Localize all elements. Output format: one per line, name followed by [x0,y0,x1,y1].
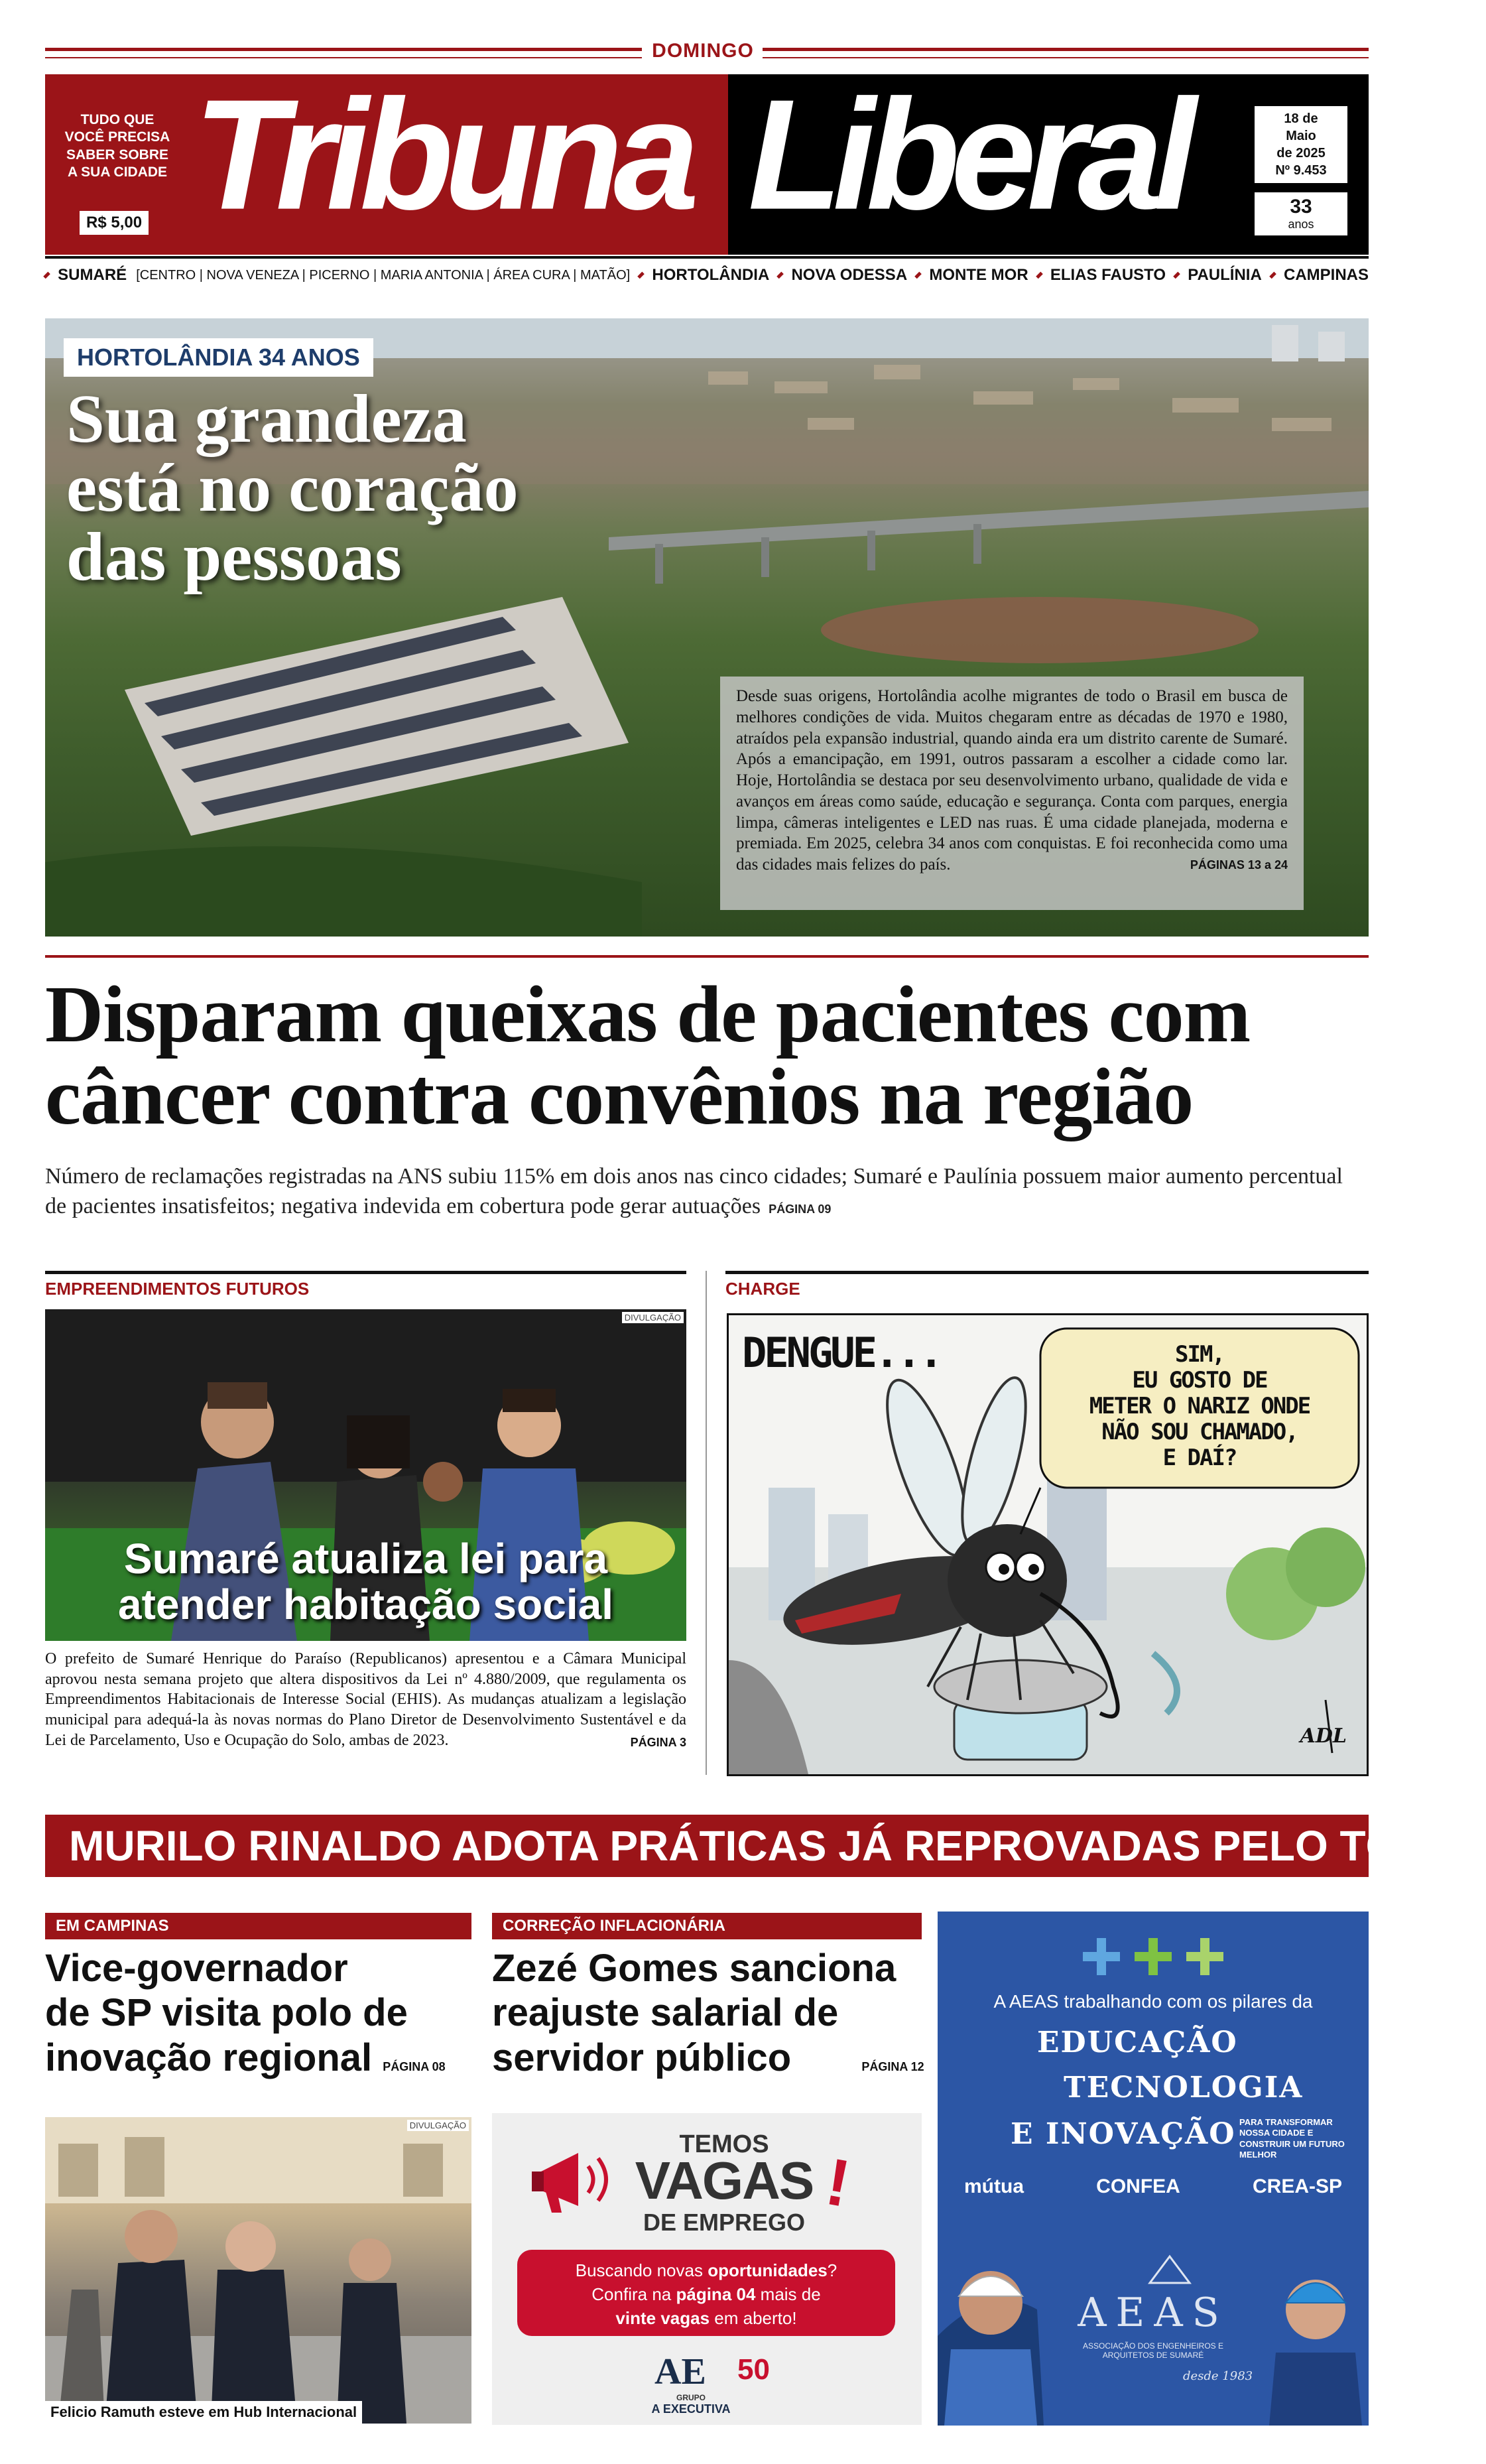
city-item[interactable]: HORTOLÂNDIA [652,266,770,284]
aeas-logo: AEAS [1078,2290,1229,2336]
anniversary-box [1255,192,1347,235]
housing-section-label: EMPREENDIMENTOS FUTUROS [45,1279,310,1299]
aeas-intro: A AEAS trabalhando com os pilares da [993,1991,1313,2012]
aeas-tagline: PARA TRANSFORMAR NOSSA CIDADE E CONSTRUIR UM FUTURO MELHOR [1239,2117,1345,2160]
city-item[interactable]: ELIAS FAUSTO [1050,266,1166,284]
city-item[interactable]: NOVA ODESSA [791,266,908,284]
partner-logo: mútua [964,2175,1024,2197]
campinas-photo-credit: DIVULGAÇÃO [407,2120,469,2131]
date-line: de 2025 [1276,146,1326,161]
masthead-title-tribuna[interactable]: Tribuna [194,67,690,243]
aexecutiva-logo-mark: AE [654,2351,706,2392]
campinas-photo[interactable] [45,2117,471,2424]
megaphone-icon [532,2140,618,2219]
aeas-ad[interactable] [938,1912,1369,2426]
top-rule-right [763,48,1369,51]
price-tag: R$ 5,00 [80,211,149,235]
column-divider [706,1271,707,1775]
aeas-pillar: TECNOLOGIA [1064,2071,1304,2105]
inflation-section-label: CORREÇÃO INFLACIONÁRIA [492,1913,922,1939]
edition-number: Nº 9.453 [1275,163,1327,178]
jobs-title-3: DE EMPREGO [643,2209,806,2236]
housing-body-text: O prefeito de Sumaré Henrique do Paraíso (Republicanos) apresentou e a Câmara Municipal aprovou nesta semana projeto que altera dispositivos da Lei nº 4.880/2009, que regulamenta os Empreendimentos Habitacionais de Interesse Social (EHIS). As mudanças atualizam a legislação municipal para adequá-la às novas normas do Plano Diretor de Desenvolvimento Sustentável e da Lei de Parcelamento, Uso e Ocupação do Solo, ambas de 2023. PÁGINA 3 [45,1650,686,1749]
charge-rule [725,1271,1369,1274]
aeas-partners [964,2175,1342,2198]
diamond-icon [1269,272,1276,279]
sumare-districts: [CENTRO | NOVA VENEZA | PICERNO | MARIA ANTONIA | ÁREA CURA | MATÃO] [136,267,631,283]
edition-date-box [1255,106,1347,183]
main-story-rule [45,955,1369,958]
years-label: anos [1288,217,1314,231]
jobs-title-2: VAGAS [635,2151,814,2210]
inflation-headline[interactable]: Zezé Gomes sanciona reajuste salarial de servidor público PÁGINA 12 [492,1947,924,2079]
campinas-people-illustration [45,2117,471,2424]
city-item[interactable]: CAMPINAS [1283,266,1369,284]
partner-logo: CREA-SP [1252,2175,1342,2197]
hero-pages: PÁGINAS 13 a 24 [1190,858,1288,872]
city-item[interactable]: MONTE MOR [929,266,1028,284]
housing-photo-title[interactable]: Sumaré atualiza lei para atender habitação social [118,1534,613,1628]
charge-cartoon[interactable] [727,1313,1369,1776]
campinas-section-label: EM CAMPINAS [45,1913,471,1939]
jobs-title-1: TEMOS [679,2130,769,2158]
charge-section-label: CHARGE [725,1279,800,1299]
diamond-icon [43,272,50,279]
diamond-icon [637,272,645,279]
campinas-photo-caption: Felicio Ramuth esteve em Hub Internacional [45,2401,362,2424]
aeas-pillar: E INOVAÇÃO [1011,2117,1236,2151]
masthead-title-liberal[interactable]: Liberal [748,67,1188,243]
hero-body-text: Desde suas origens, Hortolândia acolhe migrantes de todo o Brasil em busca de melhores condições de vida. Muitos chegaram entre as décadas de 1970 e 1980, atraídos pela expansão industrial, quando ainda era um distrito carente de Sumaré. Após a emancipação, em 1991, outros passaram a escolher a cidade como lar. Hoje, Hortolândia se destaca por seu desenvolvimento urbano, qualidade de vida e avanços em áreas como saúde, educação e segurança. Conta com parques, energia limpa, câmeras inteligentes e LED nas ruas. É uma cidade planejada, moderna e premiada. Em 2025, celebra 34 anos com conquistas. E foi reconhecida como uma das cidades mais felizes do país. PÁGINAS 13 a 24 [720,677,1304,910]
city-sumare[interactable]: SUMARÉ [58,266,127,284]
date-line: 18 de [1284,111,1318,126]
jobs-info-box: Buscando novas oportunidades? Confira na página 04 mais de vinte vagas em aberto! [517,2250,895,2336]
hero-tag[interactable]: HORTOLÂNDIA 34 ANOS [64,338,373,377]
years-number: 33 [1290,196,1312,218]
exclamation-icon: ! [820,2144,855,2222]
speech-bubble: SIM, EU GOSTO DE METER O NARIZ ONDE NÃO SOU CHAMADO, E DAÍ? [1089,1341,1310,1472]
aeas-logo-sub: ASSOCIAÇÃO DOS ENGENHEIROS E ARQUITETOS DE SUMARÉ [1082,2341,1224,2360]
aexecutiva-logo-group: GRUPO [676,2393,706,2402]
aexecutiva-logo-name: A EXECUTIVA [651,2402,731,2416]
aeas-pillar: EDUCAÇÃO [1037,2026,1238,2059]
cartoon-signature: ADL [1300,1724,1347,1748]
diamond-icon [914,272,922,279]
anniversary-mark: 50 [737,2353,770,2386]
campinas-page: PÁGINA 08 [383,2059,446,2073]
masthead-slogan: TUDO QUE VOCÊ PRECISA SABER SOBRE A SUA CIDADE [64,112,170,180]
banner-page: PÁG. 05 [1435,1845,1486,1860]
aeas-since: desde 1983 [1183,2369,1253,2383]
edition-day: DOMINGO [652,40,754,62]
housing-photo-credit: DIVULGAÇÃO [622,1312,684,1323]
city-item[interactable]: PAULÍNIA [1188,266,1262,284]
cities-bar [45,259,1369,292]
main-headline[interactable]: Disparam queixas de pacientes com câncer contra convênios na região [45,970,1251,1142]
diamond-icon [1036,272,1043,279]
diamond-icon [777,272,784,279]
housing-photo[interactable] [45,1309,686,1641]
housing-page: PÁGINA 3 [630,1735,686,1749]
red-banner[interactable]: MURILO RINALDO ADOTA PRÁTICAS JÁ REPROVADAS PELO TCE PÁG. 05 [45,1815,1369,1877]
main-page: PÁGINA 09 [769,1202,832,1216]
jobs-ad[interactable] [492,2113,922,2425]
hero-title[interactable]: Sua grandeza está no coração das pessoas [66,381,519,595]
top-rule-left-thin [45,57,642,58]
inflation-page: PÁGINA 12 [861,2059,924,2073]
housing-rule [45,1271,686,1274]
campinas-headline[interactable]: Vice-governador de SP visita polo de inovação regional PÁGINA 08 [45,1947,446,2079]
date-line: Maio [1286,129,1316,143]
diamond-icon [1173,272,1180,279]
partner-logo: CONFEA [1096,2175,1180,2197]
top-rule-right-thin [763,57,1369,58]
top-rule-left [45,48,642,51]
cartoon-caption: DENGUE... [742,1329,941,1377]
main-subhead: Número de reclamações registradas na ANS subiu 115% em dois anos nas cinco cidades; Sumaré e Paulínia possuem maior aumento percentual de pacientes insatisfeitos; negativa indevida em cobertura pode gerar autuações PÁGINA 09 [45,1164,1343,1218]
hero-photo[interactable] [45,318,1369,937]
